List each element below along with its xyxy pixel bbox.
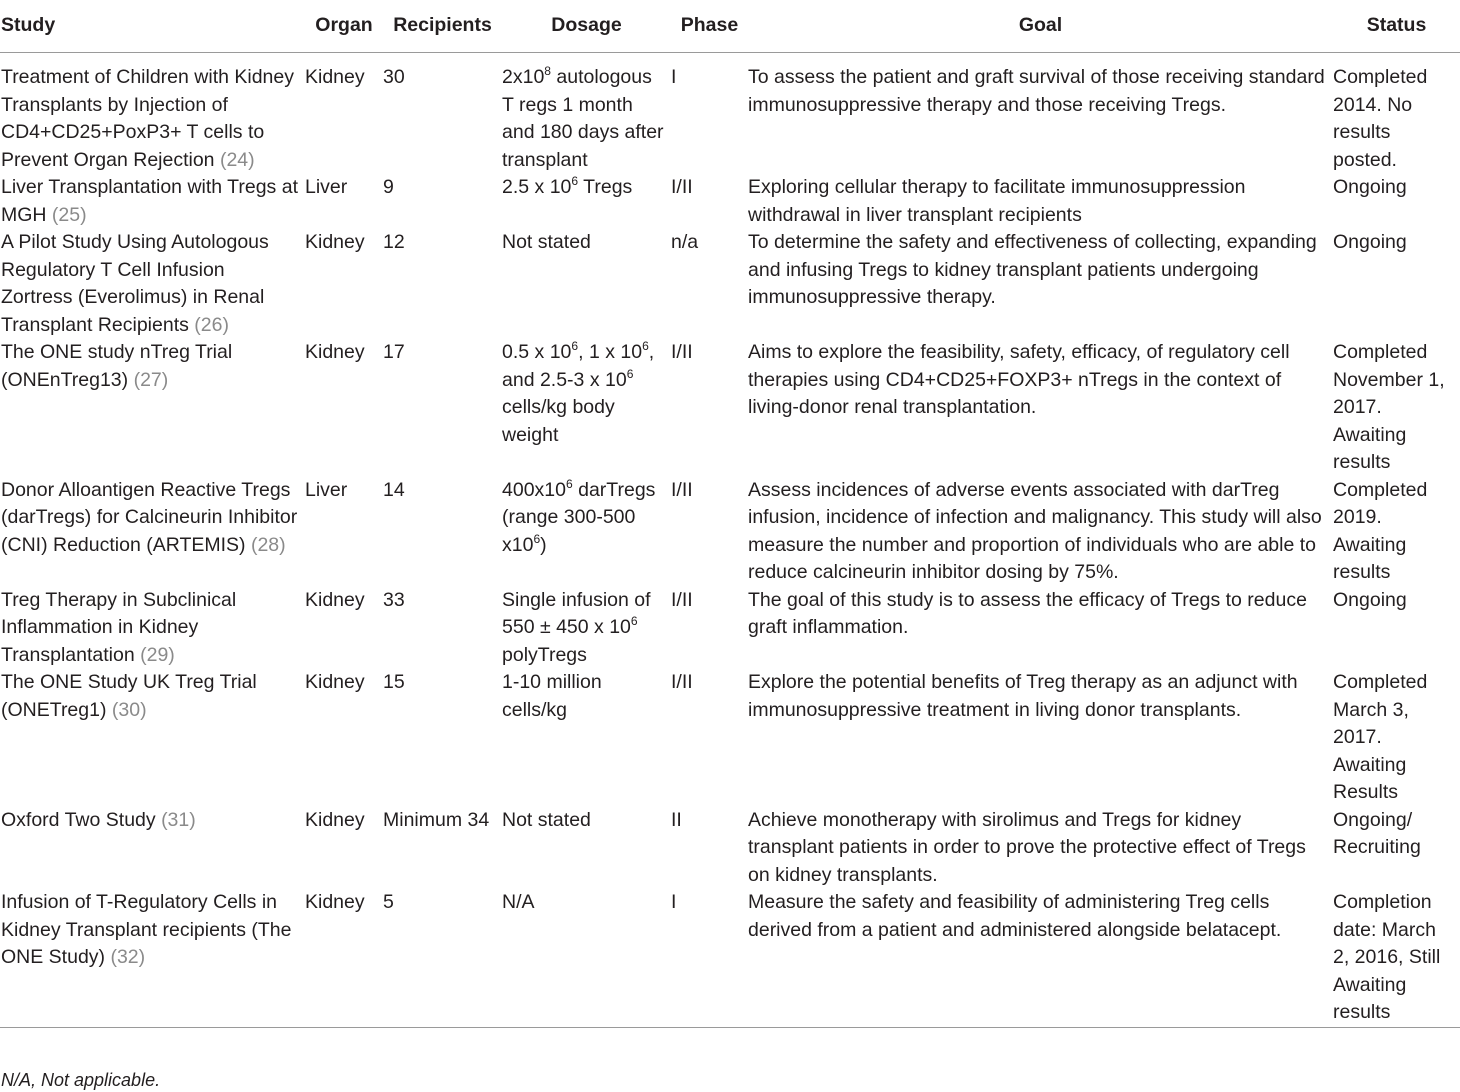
- dosage-cell: [502, 229, 671, 339]
- header-goal: Goal: [748, 0, 1333, 53]
- header-status: Status: [1333, 0, 1460, 53]
- recipients-cell: 15: [383, 671, 405, 693]
- table-row: [0, 669, 1460, 807]
- header-organ: Organ: [305, 0, 383, 53]
- status-cell: Completed 2014. No results posted.: [1333, 66, 1428, 171]
- study-title: Treatment of Children with Kidney Transplants by Injection of CD4+CD25+PoxP3+ T cells to Prevent Organ Rejection: [1, 66, 294, 171]
- header-recipients: Recipients: [383, 0, 502, 53]
- dosage-text: 1-10 million cells/kg: [502, 671, 602, 721]
- goal-cell: To determine the safety and effectiveness of collecting, expanding and infusing Tregs to kidney transplant patients undergoing immunosuppressive therapy.: [748, 231, 1317, 308]
- dosage-text: Single infusion of 550 ± 450 x 10: [502, 588, 651, 638]
- study-cell: [0, 477, 305, 587]
- study-cell: [0, 53, 305, 175]
- table-row: [0, 477, 1460, 587]
- study-title: Oxford Two Study: [1, 808, 156, 831]
- goal-cell: Explore the potential benefits of Treg therapy as an adjunct with immunosuppressive treatment in living donor transplants.: [748, 671, 1298, 721]
- goal-cell: Achieve monotherapy with sirolimus and Tregs for kidney transplant patients in order to prove the protective effect of Tregs on kidney transplants.: [748, 808, 1306, 886]
- dosage-exponent: 6: [565, 476, 573, 491]
- study-cell: [0, 174, 305, 229]
- dosage-cell: [502, 807, 671, 890]
- dosage-exponent: 6: [626, 366, 634, 381]
- recipients-cell: Minimum 34: [383, 808, 490, 831]
- dosage-text: Tregs: [578, 176, 633, 198]
- table-row: [0, 889, 1460, 1027]
- table-row: [0, 587, 1460, 670]
- study-cell: [0, 587, 305, 670]
- dosage-text: autologous T regs 1 month and 180 days after transplant: [502, 66, 664, 171]
- citation-ref[interactable]: (26): [194, 313, 229, 336]
- dosage-text: , 1 x 10: [578, 341, 643, 363]
- table-row: [0, 53, 1460, 175]
- table-header-row: [0, 0, 1460, 53]
- study-cell: [0, 229, 305, 339]
- phase-cell: I: [671, 66, 677, 88]
- status-cell: Completion date: March 2, 2016, Still Awaiting results: [1333, 889, 1460, 1027]
- goal-cell: The goal of this study is to assess the efficacy of Tregs to reduce graft inflammation.: [748, 588, 1307, 638]
- status-cell: Ongoing: [1333, 176, 1407, 198]
- dosage-text: polyTregs: [502, 643, 587, 666]
- phase-cell: I/II: [671, 176, 693, 198]
- citation-ref[interactable]: (31): [161, 808, 196, 831]
- dosage-cell: [502, 477, 671, 587]
- organ-cell: Kidney: [305, 588, 365, 611]
- goal-cell: Measure the safety and feasibility of administering Treg cells derived from a patient and administered alongside belatacept.: [748, 889, 1333, 1027]
- dosage-cell: [502, 339, 671, 477]
- status-cell: Completed November 1, 2017. Awaiting results: [1333, 341, 1445, 473]
- dosage-text: 0.5 x 10: [502, 341, 572, 363]
- table-row: [0, 339, 1460, 477]
- header-dosage: Dosage: [502, 0, 671, 53]
- dosage-cell: [502, 587, 671, 670]
- phase-cell: I/II: [671, 478, 693, 501]
- goal-cell: To assess the patient and graft survival of those receiving standard immunosuppressive therapy and those receiving Tregs.: [748, 66, 1325, 116]
- phase-cell: I/II: [671, 671, 693, 693]
- recipients-cell: 30: [383, 66, 405, 88]
- recipients-cell: 14: [383, 478, 405, 501]
- study-title: The ONE study nTreg Trial (ONEnTreg13): [1, 341, 233, 391]
- dosage-text: ): [540, 533, 547, 556]
- organ-cell: Liver: [305, 176, 348, 198]
- phase-cell: I/II: [671, 341, 693, 363]
- study-title: Liver Transplantation with Tregs at MGH: [1, 176, 298, 226]
- dosage-cell: [502, 889, 671, 1027]
- phase-cell: II: [671, 808, 682, 831]
- study-title: Donor Alloantigen Reactive Tregs (darTregs) for Calcineurin Inhibitor (CNI) Reduction (ARTEMIS): [1, 478, 298, 556]
- recipients-cell: 5: [383, 889, 502, 1027]
- study-cell: [0, 339, 305, 477]
- dosage-text: , and 2.5-3 x 10: [502, 341, 655, 391]
- table-row: [0, 174, 1460, 229]
- citation-ref[interactable]: (30): [111, 698, 147, 721]
- citation-ref[interactable]: (28): [250, 533, 286, 556]
- recipients-cell: 9: [383, 176, 394, 198]
- organ-cell: Kidney: [305, 889, 383, 1027]
- citation-ref[interactable]: (27): [133, 368, 169, 391]
- organ-cell: Kidney: [305, 231, 365, 253]
- recipients-cell: 17: [383, 341, 405, 363]
- study-cell: [0, 669, 305, 807]
- recipients-cell: 33: [383, 588, 405, 611]
- status-cell: Completed March 3, 2017. Awaiting Results: [1333, 671, 1428, 803]
- dosage-exponent: 8: [544, 64, 552, 79]
- table-row: [0, 807, 1460, 890]
- goal-cell: Aims to explore the feasibility, safety, efficacy, of regulatory cell therapies using CD4+CD25+FOXP3+ nTregs in the context of living-donor renal transplantation.: [748, 341, 1290, 418]
- dosage-cell: [502, 53, 671, 175]
- organ-cell: Kidney: [305, 808, 365, 831]
- dosage-text: 400x10: [502, 478, 566, 501]
- citation-ref[interactable]: (32): [110, 946, 146, 968]
- dosage-text: Not stated: [502, 231, 591, 253]
- dosage-text: Not stated: [502, 808, 591, 831]
- dosage-text: cells/kg body weight: [502, 396, 615, 446]
- status-cell: Ongoing: [1333, 588, 1407, 611]
- organ-cell: Kidney: [305, 341, 365, 363]
- header-phase: Phase: [671, 0, 748, 53]
- dosage-exponent: 6: [571, 339, 579, 354]
- goal-cell: Exploring cellular therapy to facilitate immunosuppression withdrawal in liver transplant recipients: [748, 176, 1246, 226]
- dosage-cell: [502, 174, 671, 229]
- header-study: Study: [0, 0, 305, 53]
- table-footnote: N/A, Not applicable.: [1, 1070, 161, 1090]
- phase-cell: I: [671, 889, 748, 1027]
- study-title: Treg Therapy in Subclinical Inflammation in Kidney Transplantation: [1, 588, 237, 666]
- table-row: [0, 229, 1460, 339]
- organ-cell: Liver: [305, 478, 348, 501]
- study-title: Infusion of T-Regulatory Cells in Kidney Transplant recipients (The ONE Study): [1, 891, 292, 968]
- dosage-text: darTregs (range 300-500 x10: [502, 478, 656, 556]
- citation-ref[interactable]: (24): [219, 148, 255, 171]
- study-title: A Pilot Study Using Autologous Regulatory T Cell Infusion Zortress (Everolimus) in Renal Transplant Recipients: [1, 231, 269, 336]
- citation-ref[interactable]: (29): [140, 643, 175, 666]
- dosage-exponent: 6: [571, 174, 579, 189]
- dosage-exponent: 6: [630, 614, 638, 629]
- phase-cell: n/a: [671, 231, 699, 253]
- status-cell: Ongoing: [1333, 231, 1407, 253]
- dosage-cell: [502, 669, 671, 807]
- status-cell: Completed 2019. Awaiting results: [1333, 478, 1428, 583]
- dosage-text: 2.5 x 10: [502, 176, 572, 198]
- recipients-cell: 12: [383, 231, 405, 253]
- dosage-text: 2x10: [502, 66, 545, 88]
- dosage-exponent: 6: [533, 531, 541, 546]
- study-cell: [0, 807, 305, 890]
- table-body: [0, 53, 1460, 1028]
- dosage-exponent: 6: [642, 339, 649, 354]
- status-cell: Ongoing/ Recruiting: [1333, 808, 1421, 858]
- phase-cell: I/II: [671, 588, 693, 611]
- organ-cell: Kidney: [305, 66, 365, 88]
- organ-cell: Kidney: [305, 671, 365, 693]
- goal-cell: Assess incidences of adverse events associated with darTreg infusion, incidence of infection and malignancy. This study will also measure the number and proportion of individuals who are able to reduce calcineurin inhibitor dosing by 75%.: [748, 478, 1322, 583]
- study-cell: [0, 889, 305, 1027]
- dosage-text: N/A: [502, 891, 535, 913]
- study-title: The ONE Study UK Treg Trial (ONETreg1): [1, 671, 257, 721]
- citation-ref[interactable]: (25): [51, 203, 87, 226]
